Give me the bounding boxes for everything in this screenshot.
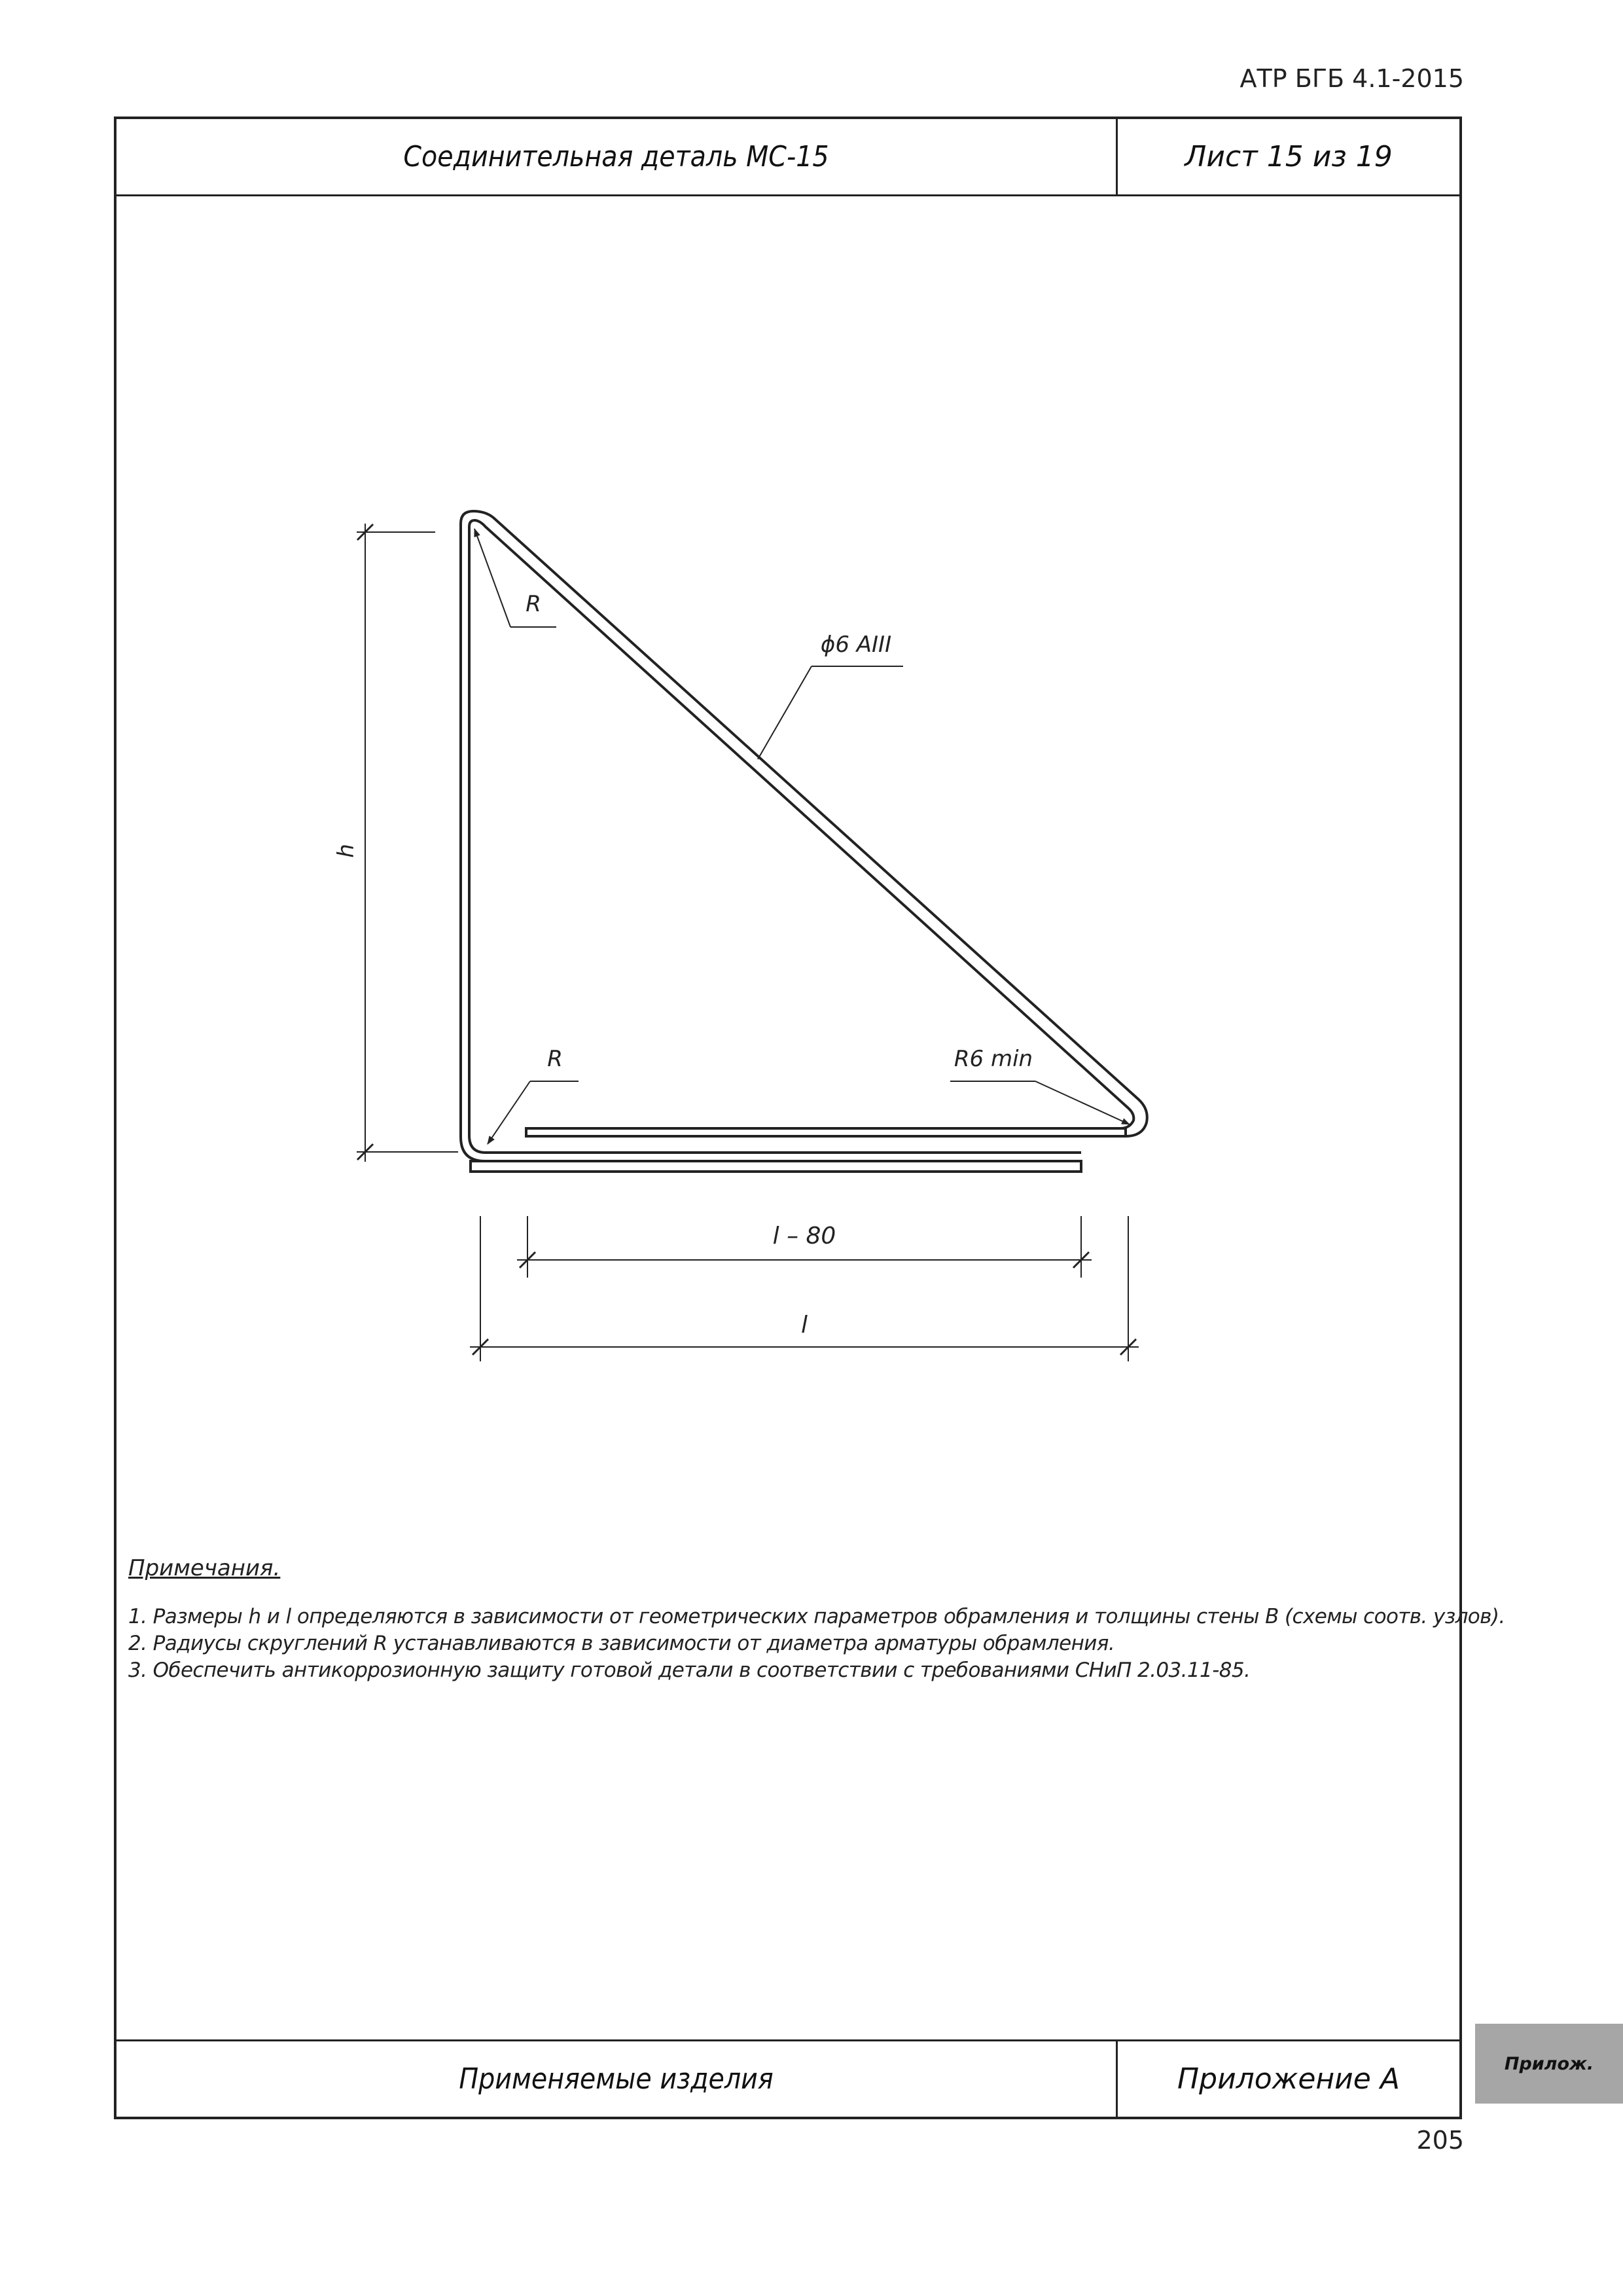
notes-list bbox=[128, 1604, 1505, 1684]
title-block-top bbox=[116, 119, 1459, 196]
sheet-number: Лист 15 из 19 bbox=[1185, 140, 1393, 173]
radius-min-label: R6 min bbox=[954, 1046, 1033, 1072]
document-code: АТР БГБ 4.1-2015 bbox=[1240, 64, 1464, 93]
dim-l-label: l bbox=[800, 1312, 808, 1338]
rebar-label: ϕ6 AIII bbox=[820, 632, 892, 658]
section-title: Применяемые изделия bbox=[116, 2041, 1118, 2117]
radius-bottom-label: R bbox=[547, 1046, 563, 1072]
dim-l80-label: l – 80 bbox=[772, 1223, 836, 1249]
sheet-title: Соединительная деталь МС-15 bbox=[116, 119, 1118, 194]
drawing-frame bbox=[114, 117, 1505, 2119]
appendix-side-tab: Прилож. bbox=[1475, 2024, 1623, 2104]
appendix-label: Приложение А bbox=[1177, 2062, 1400, 2096]
page-number: 205 bbox=[1416, 2126, 1464, 2155]
note-item: 3. Обеспечить антикоррозионную защиту готовой детали в соответствии с требованиями СНиП 2.03.11-85. bbox=[128, 1659, 1251, 1682]
radius-top-label: R bbox=[526, 591, 541, 617]
note-item: 1. Размеры h и l определяются в зависимости от геометрических параметров обрамления и толщины стены B (схемы соотв. узлов). bbox=[128, 1605, 1505, 1628]
notes-title: Примечания. bbox=[128, 1555, 281, 1581]
title-block-bottom bbox=[116, 2039, 1459, 2117]
note-item: 2. Радиусы скруглений R устанавливаются в зависимости от диаметра арматуры обрамления. bbox=[128, 1632, 1115, 1655]
dim-h-label: h bbox=[333, 844, 359, 858]
notes-section bbox=[128, 1555, 1505, 1684]
